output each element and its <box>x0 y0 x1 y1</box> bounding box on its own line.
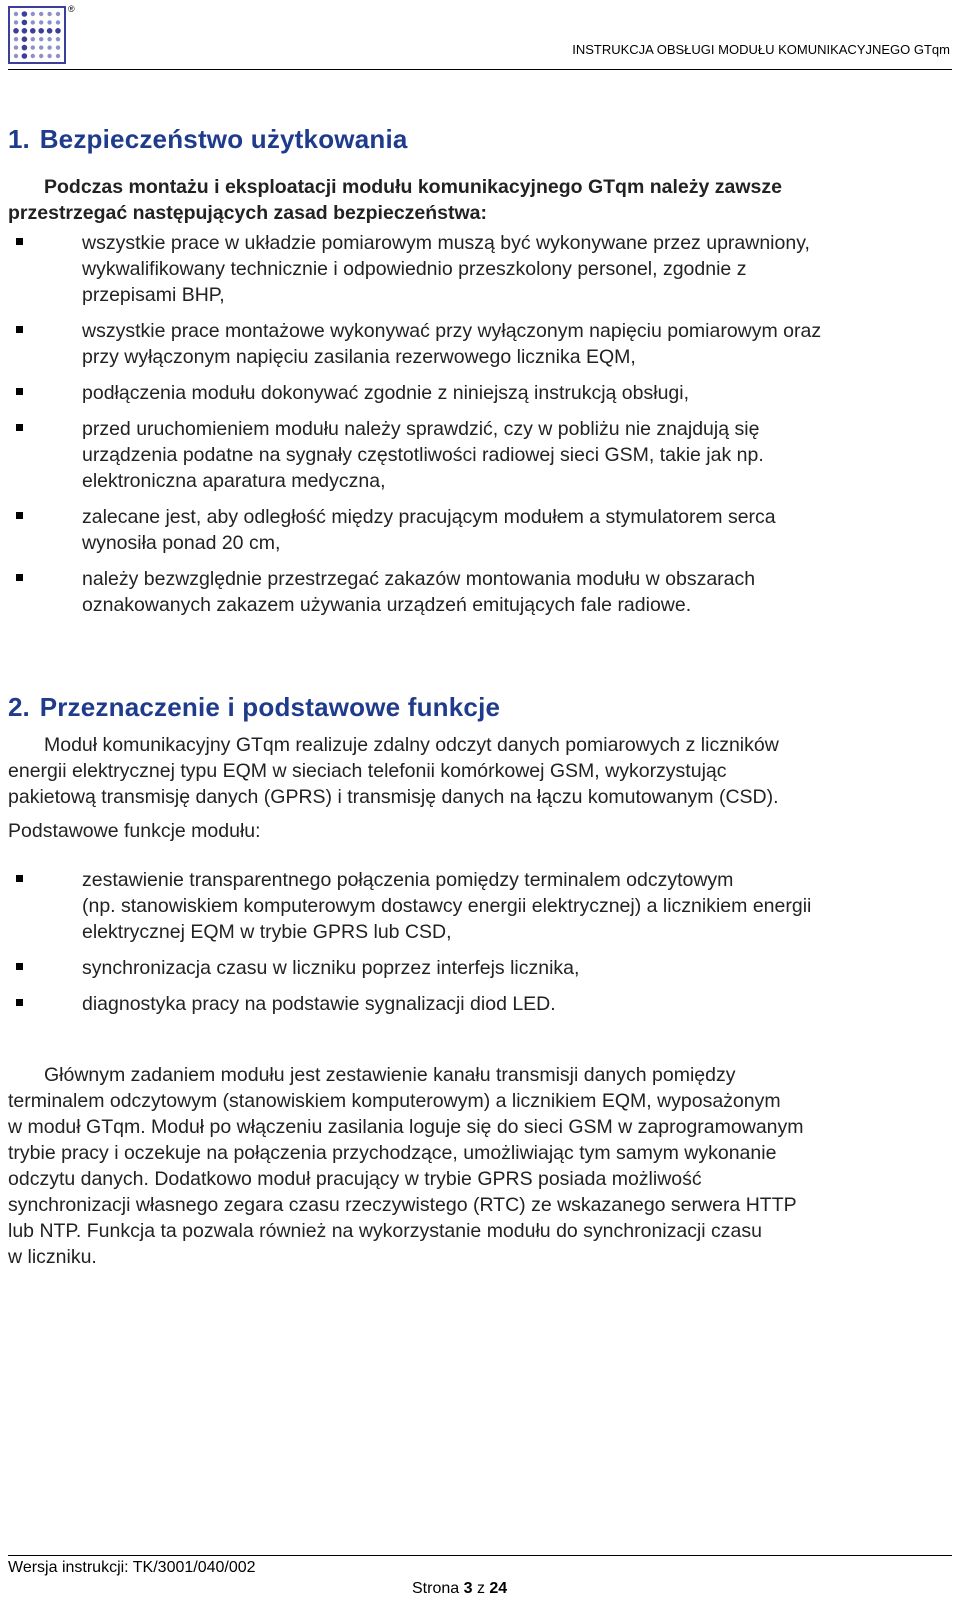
logo-dot <box>13 28 19 34</box>
logo-dot <box>22 45 28 51</box>
square-bullet-icon <box>16 999 23 1006</box>
bullet-line: przed uruchomieniem modułu należy sprawdzić, czy w pobliżu nie znajdują się <box>82 418 760 440</box>
logo-dot <box>22 20 28 26</box>
square-bullet-icon <box>16 963 23 970</box>
bullet-item <box>8 318 928 370</box>
section-2-paragraph-2: Podstawowe funkcje modułu: <box>8 820 261 842</box>
logo-dot <box>14 37 18 41</box>
bullet-line: podłączenia modułu dokonywać zgodnie z niniejszą instrukcją obsługi, <box>82 382 690 404</box>
paragraph-line: trybie pracy i oczekuje na połączenia przychodzące, umożliwiając tym samym wykonanie <box>8 1142 777 1164</box>
paragraph-line: odczytu danych. Dodatkowo moduł pracujący w trybie GPRS posiada możliwość <box>8 1168 702 1190</box>
logo-dot <box>38 28 44 34</box>
bullet-line: wynosiła ponad 20 cm, <box>82 532 281 554</box>
logo-dot <box>22 53 28 59</box>
bullet-line: diagnostyka pracy na podstawie sygnalizacji diod LED. <box>82 993 556 1015</box>
page-prefix: Strona <box>412 1580 460 1597</box>
bullet-item <box>8 380 928 406</box>
bullet-line: oznakowanych zakazem używania urządzeń emitujących fale radiowe. <box>82 594 692 616</box>
logo-dot <box>39 54 43 58</box>
page-separator: z <box>476 1580 485 1597</box>
paragraph-line: pakietową transmisję danych (GPRS) i transmisję danych na łączu komutowanym (CSD). <box>8 786 779 808</box>
paragraph-line: Głównym zadaniem modułu jest zestawienie kanału transmisji danych pomiędzy <box>44 1064 736 1086</box>
square-bullet-icon <box>16 388 23 395</box>
logo-dot <box>31 45 35 49</box>
intro-line: przestrzegać następujących zasad bezpieczeństwa: <box>8 202 488 224</box>
functions-bullet-list <box>8 867 928 1017</box>
section-1-number: 1. <box>8 124 30 154</box>
footer-version: Wersja instrukcji: TK/3001/040/002 <box>8 1559 256 1576</box>
paragraph-line: terminalem odczytowym (stanowiskiem komputerowym) a licznikiem EQM, wyposażonym <box>8 1090 781 1112</box>
bullet-item <box>8 566 928 618</box>
bullet-line: zalecane jest, aby odległość między pracującym modułem a stymulatorem serca <box>82 506 776 528</box>
paragraph-line: w liczniku. <box>8 1246 97 1268</box>
section-2-paragraph-3 <box>8 1062 938 1270</box>
paragraph-line: lub NTP. Funkcja ta pozwala również na wykorzystanie modułu do synchronizacji czasu <box>8 1220 762 1242</box>
intro-line: Podczas montażu i eksploatacji modułu komunikacyjnego GTqm należy zawsze <box>44 176 782 198</box>
square-bullet-icon <box>16 574 23 581</box>
paragraph-line: w moduł GTqm. Moduł po włączeniu zasilania loguje się do sieci GSM w zaprogramowanym <box>8 1116 804 1138</box>
bullet-line: zestawienie transparentnego połączenia pomiędzy terminalem odczytowym <box>82 869 734 891</box>
logo-dot <box>55 28 61 34</box>
paragraph-line: synchronizacji własnego zegara czasu rzeczywistego (RTC) ze wskazanego serwera HTTP <box>8 1194 797 1216</box>
square-bullet-icon <box>16 512 23 519</box>
square-bullet-icon <box>16 326 23 333</box>
page-current: 3 <box>463 1580 473 1597</box>
bullet-line: przy wyłączonym napięciu zasilania rezerwowego licznika EQM, <box>82 346 636 368</box>
header-divider <box>8 69 952 70</box>
safety-bullet-list <box>8 230 928 618</box>
logo-dot <box>14 45 18 49</box>
logo-dot <box>47 37 51 41</box>
bullet-item <box>8 991 928 1017</box>
logo-dot <box>47 20 51 24</box>
bullet-item <box>8 955 928 981</box>
bullet-line: synchronizacja czasu w liczniku poprzez interfejs licznika, <box>82 957 580 979</box>
logo-dot <box>31 54 35 58</box>
footer-divider <box>8 1555 952 1556</box>
logo-dot <box>31 12 35 16</box>
logo-dot <box>47 12 51 16</box>
bullet-line: przepisami BHP, <box>82 284 225 306</box>
bullet-line: (np. stanowiskiem komputerowym dostawcy energii elektrycznej) a licznikiem energii <box>82 895 812 917</box>
square-bullet-icon <box>16 875 23 882</box>
logo-dot <box>22 28 28 34</box>
logo-dot <box>39 37 43 41</box>
bullet-item <box>8 416 928 494</box>
bullet-line: należy bezwzględnie przestrzegać zakazów montowania modułu w obszarach <box>82 568 756 590</box>
bullet-item <box>8 867 928 945</box>
logo-dot <box>14 54 18 58</box>
logo-dot <box>22 11 28 17</box>
section-2-heading <box>8 692 500 723</box>
logo-grid-icon <box>8 6 66 64</box>
section-1-title: Bezpieczeństwo użytkowania <box>39 124 408 154</box>
bullet-line: wszystkie prace montażowe wykonywać przy wyłączonym napięciu pomiarowym oraz <box>82 320 822 342</box>
logo-dot <box>39 12 43 16</box>
logo-dot <box>56 54 60 58</box>
square-bullet-icon <box>16 424 23 431</box>
logo-dot <box>31 20 35 24</box>
logo-dot <box>14 20 18 24</box>
bullet-line: wszystkie prace w układzie pomiarowym muszą być wykonywane przez uprawniony, <box>82 232 810 254</box>
logo-dot <box>56 20 60 24</box>
logo-dot <box>22 36 28 42</box>
company-logo <box>8 6 66 64</box>
footer-page-number <box>412 1580 507 1598</box>
paragraph-line: energii elektrycznej typu EQM w sieciach telefonii komórkowej GSM, wykorzystując <box>8 760 727 782</box>
bullet-line: elektroniczna aparatura medyczna, <box>82 470 386 492</box>
header-title: INSTRUKCJA OBSŁUGI MODUŁU KOMUNIKACYJNEGO GTqm <box>572 42 950 57</box>
bullet-item <box>8 504 928 556</box>
logo-dot <box>47 54 51 58</box>
square-bullet-icon <box>16 238 23 245</box>
logo-dot <box>56 12 60 16</box>
bullet-item <box>8 230 928 308</box>
section-2-number: 2. <box>8 692 30 722</box>
logo-dot <box>39 45 43 49</box>
logo-dot <box>56 37 60 41</box>
section-2-paragraph-1 <box>8 732 938 810</box>
registered-mark: ® <box>68 4 75 14</box>
logo-dot <box>56 45 60 49</box>
logo-dot <box>14 12 18 16</box>
logo-dot <box>30 28 36 34</box>
logo-dot <box>47 45 51 49</box>
section-1-intro <box>8 174 908 226</box>
paragraph-line: Moduł komunikacyjny GTqm realizuje zdalny odczyt danych pomiarowych z liczników <box>44 734 779 756</box>
logo-dot <box>39 20 43 24</box>
section-1-heading <box>8 124 408 155</box>
logo-dot <box>31 37 35 41</box>
section-2-title: Przeznaczenie i podstawowe funkcje <box>39 692 501 722</box>
bullet-line: elektrycznej EQM w trybie GPRS lub CSD, <box>82 921 452 943</box>
page-total: 24 <box>489 1580 508 1597</box>
logo-dot <box>47 28 53 34</box>
bullet-line: wykwalifikowany technicznie i odpowiednio przeszkolony personel, zgodnie z <box>82 258 747 280</box>
bullet-line: urządzenia podatne na sygnały częstotliwości radiowej sieci GSM, takie jak np. <box>82 444 764 466</box>
